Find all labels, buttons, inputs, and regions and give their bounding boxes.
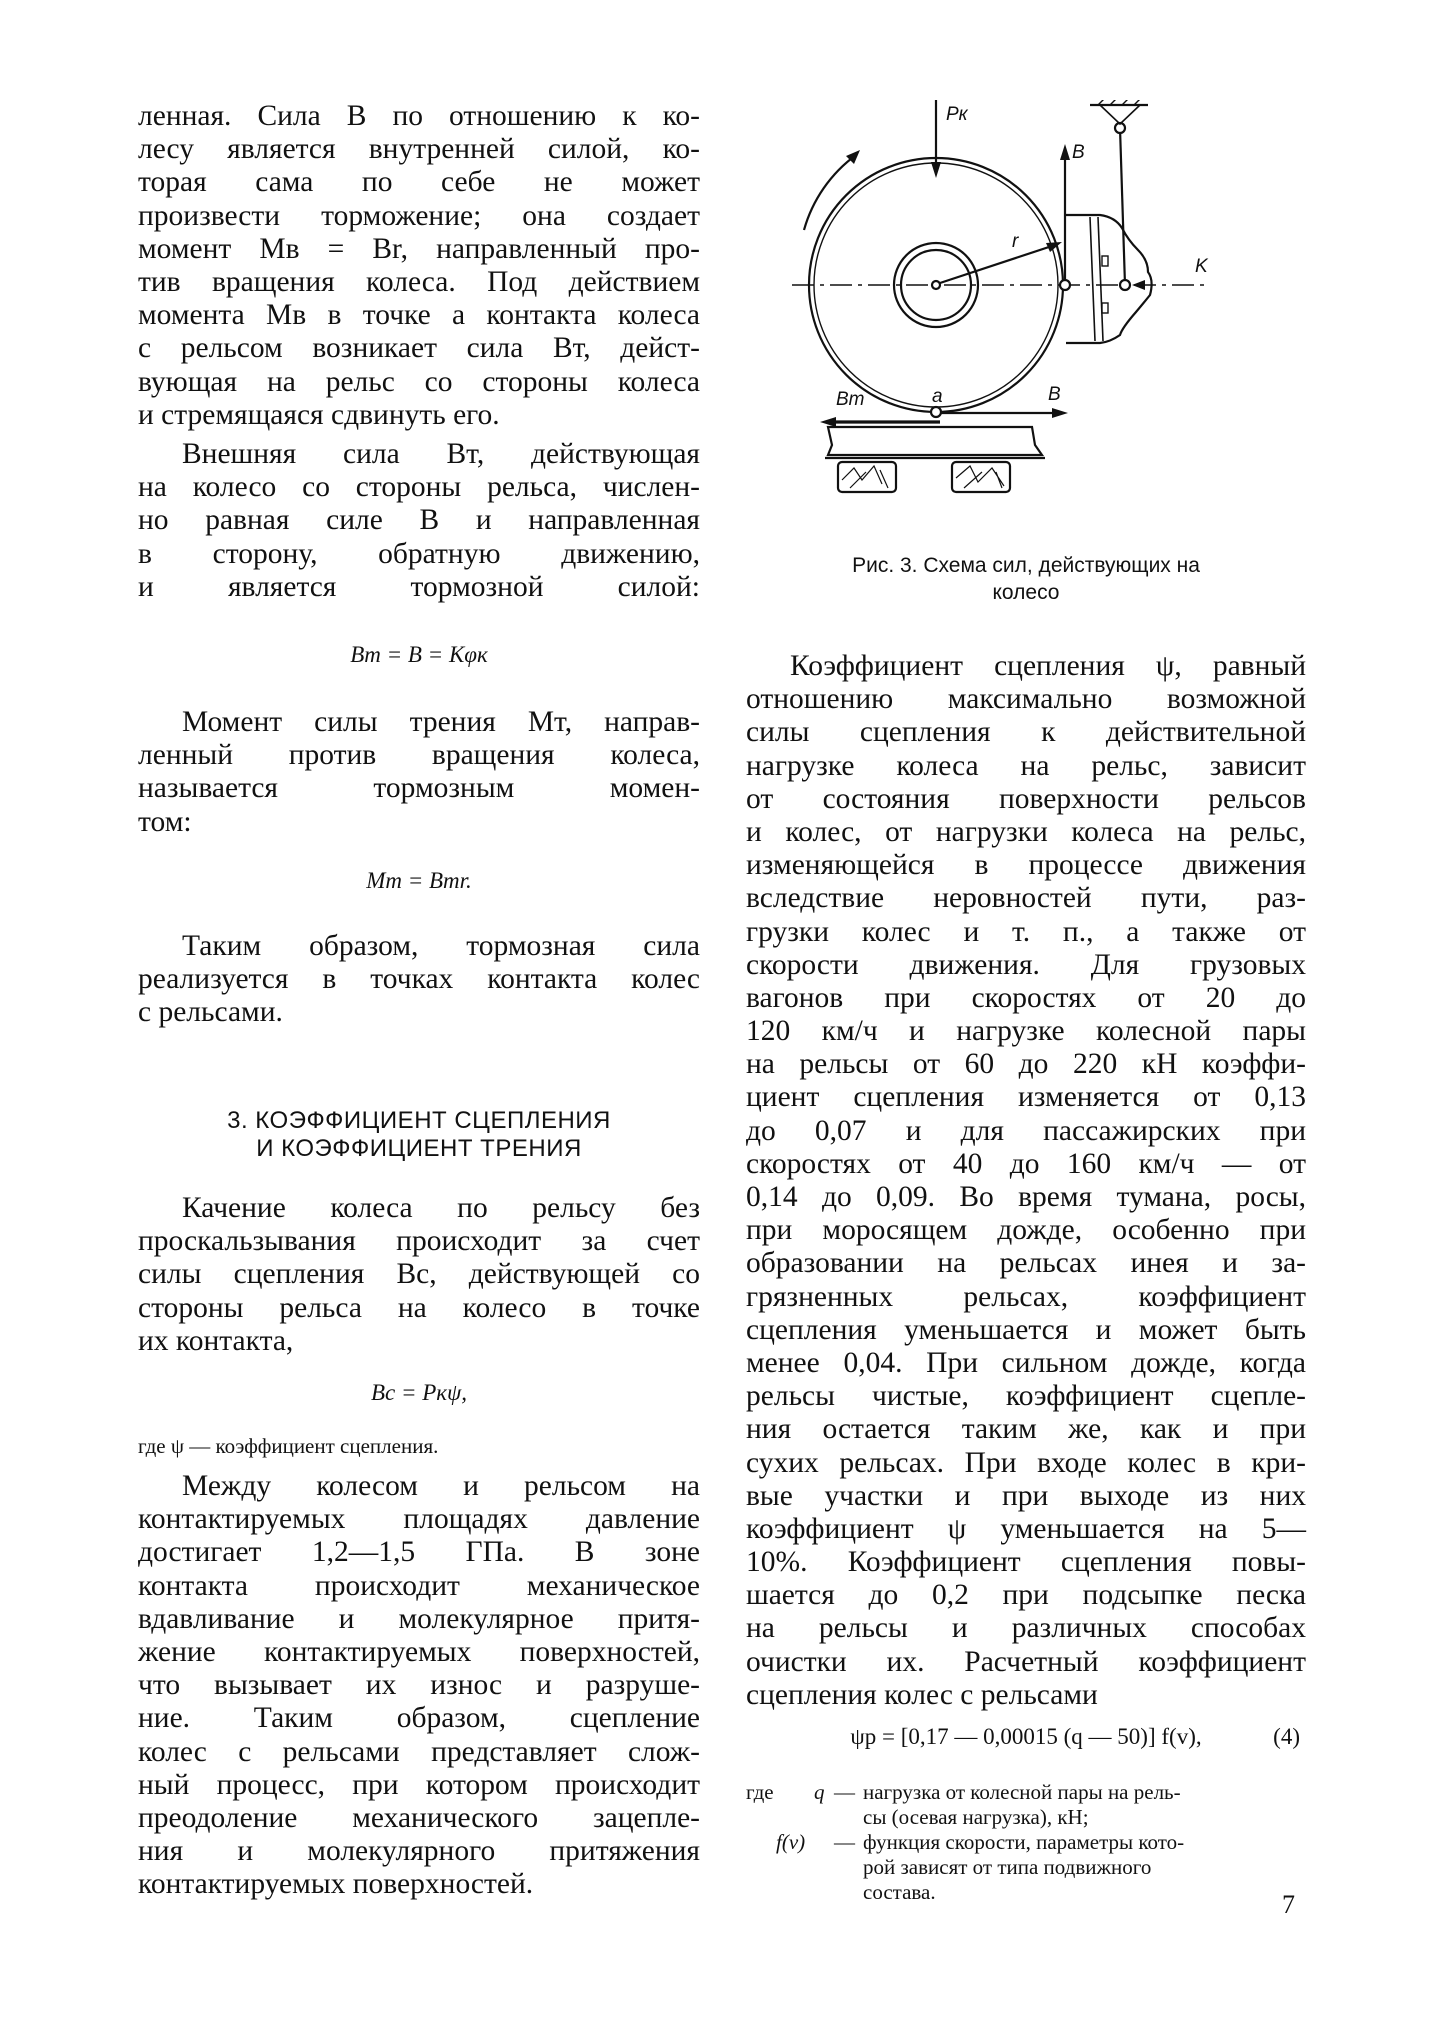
text-line: контакта происходит механическое	[138, 1569, 700, 1602]
text-line: произвести торможение; она создает	[138, 199, 700, 232]
text-line: менее 0,04. При сильном дожде, когда	[746, 1346, 1306, 1379]
text-line: стороны рельса на колесо в точке	[138, 1291, 700, 1324]
label-radius: r	[1012, 231, 1019, 252]
text-line: скоростях от 40 до 160 км/ч — от	[746, 1147, 1306, 1180]
text-line: и колес, от нагрузки колеса на рельс,	[746, 815, 1306, 848]
legend-definition	[863, 1780, 1306, 1830]
text-line: сцепления колес с рельсами	[746, 1678, 1098, 1711]
text-line: их контакта,	[138, 1324, 294, 1357]
section-heading-line: 3. КОЭФФИЦИЕНТ СЦЕПЛЕНИЯ	[227, 1107, 611, 1134]
equation-number: (4)	[1273, 1724, 1300, 1749]
text-line: шается до 0,2 при подсыпке песка	[746, 1579, 1306, 1612]
text-line: 120 км/ч и нагрузке колесной пары	[746, 1015, 1306, 1048]
text-line: силы сцепления к действительной	[746, 716, 1306, 749]
text-line: Внешняя сила Bт, действующая	[182, 438, 700, 470]
text-line: момент Mв = Br, направленный про-	[138, 232, 700, 265]
text-line: рельсы чистые, коэффициент сцепле-	[746, 1380, 1306, 1413]
text-line: на рельсы и различных способах	[746, 1612, 1306, 1645]
where-label: где	[746, 1780, 774, 1804]
text-line: но равная силе B и направленная	[138, 504, 700, 537]
text-line: колес с рельсами представляет слож-	[138, 1735, 700, 1768]
text-line: реализуется в точках контакта колес	[138, 963, 700, 996]
paragraph-rolling	[138, 1192, 700, 1358]
definition-line: сы (осевая нагрузка), кН;	[863, 1805, 1089, 1829]
paragraph-contact-pressure	[138, 1470, 700, 1901]
text-line: отношению максимально возможной	[746, 683, 1306, 716]
formula-braking-force: Bт = B = Kφк	[350, 642, 488, 667]
text-line: что вызывает их износ и разруше-	[138, 1669, 700, 1702]
text-line: в сторону, обратную движению,	[138, 537, 700, 570]
legend-term: f(v)	[776, 1830, 806, 1854]
text-line: с рельсами.	[138, 996, 283, 1029]
text-line: том:	[138, 805, 192, 838]
rail-head	[828, 427, 1042, 455]
figure-caption	[746, 552, 1306, 606]
text-line: скорости движения. Для грузовых	[746, 948, 1306, 981]
section-heading-line: И КОЭФФИЦИЕНТ ТРЕНИЯ	[256, 1135, 582, 1162]
wheel-force-diagram	[770, 100, 1310, 500]
text-line: вдавливание и молекулярное притя-	[138, 1602, 700, 1635]
text-line: циент сцепления изменяется от 0,13	[746, 1081, 1306, 1114]
formula-expression: ψр = [0,17 — 0,00015 (q — 50)] f(v),	[850, 1724, 1202, 1749]
text-line: от состояния поверхности рельсов	[746, 782, 1306, 815]
text-line: и является тормозной силой:	[138, 570, 700, 603]
label-b-top: B	[1072, 142, 1085, 163]
text-line: ния и молекулярного притяжения	[138, 1835, 700, 1868]
text-line: с рельсом возникает сила Bт, дейст-	[138, 332, 700, 365]
definition-line: функция скорости, параметры кото-	[863, 1830, 1185, 1854]
text-line: вые участки и при выходе из них	[746, 1479, 1306, 1512]
text-line: и стремящаяся сдвинуть его.	[138, 398, 500, 431]
text-line: грязненных рельсах, коэффициент	[746, 1280, 1306, 1313]
label-contact-point: a	[932, 386, 943, 407]
text-line: ния остается таким же, как и при	[746, 1413, 1306, 1446]
paragraph-external-force	[138, 438, 700, 604]
page-number: 7	[1282, 1890, 1295, 1919]
text-line: момента Mв в точке a контакта колеса	[138, 299, 700, 332]
formula-braking-moment: Mт = Bтr.	[366, 868, 472, 893]
text-line: вагонов при скоростях от 20 до	[746, 981, 1306, 1014]
caption-line: колесо	[992, 581, 1060, 604]
text-line: контактируемых поверхностей.	[138, 1868, 534, 1901]
text-line: Между колесом и рельсом на	[182, 1470, 700, 1502]
text-line: вследствие неровностей пути, раз-	[746, 882, 1306, 915]
text-line: сцепления уменьшается и может быть	[746, 1313, 1306, 1346]
paragraph-braking-moment	[138, 706, 700, 839]
text-line: лесу является внутренней силой, ко-	[138, 133, 700, 166]
text-line: нагрузке колеса на рельс, зависит	[746, 749, 1306, 782]
formula-design-adhesion	[746, 1724, 1306, 1750]
text-line: ние. Таким образом, сцепление	[138, 1702, 700, 1735]
section-heading	[138, 1107, 700, 1163]
text-line: образовании на рельсах инея и за-	[746, 1247, 1306, 1280]
text-line: на колесо со стороны рельса, числен-	[138, 471, 700, 504]
text-line: очистки их. Расчетный коэффициент	[746, 1645, 1306, 1678]
text-line: тив вращения колеса. Под действием	[138, 265, 700, 298]
text-line: ный процесс, при котором происходит	[138, 1768, 700, 1801]
text-line: Таким образом, тормозная сила	[182, 930, 700, 962]
label-b-bottom: B	[1048, 384, 1061, 405]
label-pull: K	[1195, 256, 1208, 277]
paragraph-internal-force	[138, 100, 700, 432]
brake-hanger	[1120, 128, 1125, 285]
text-line: на рельсы от 60 до 220 кН коэффи-	[746, 1048, 1306, 1081]
axle-center	[932, 281, 940, 289]
text-line: изменяющейся в процессе движения	[746, 849, 1306, 882]
text-line: 10%. Коэффициент сцепления повы-	[746, 1546, 1306, 1579]
text-line: ленный против вращения колеса,	[138, 739, 700, 772]
text-line: Качение колеса по рельсу без	[182, 1192, 700, 1224]
text-line: коэффициент ψ уменьшается на 5—	[746, 1512, 1306, 1545]
text-line: Коэффициент сцепления ψ, равный	[790, 650, 1306, 682]
text-line: при моросящем дожде, особенно при	[746, 1214, 1306, 1247]
definition-line: состава.	[863, 1880, 936, 1904]
paragraph-conclusion	[138, 930, 700, 1030]
label-braking-force: Bт	[836, 389, 865, 410]
text-line: ленная. Сила B по отношению к ко-	[138, 100, 700, 132]
text-line: грузки колес и т. п., а также от	[746, 915, 1306, 948]
where-note: где ψ — коэффициент сцепления.	[138, 1434, 439, 1458]
paragraph-adhesion-coefficient	[746, 650, 1306, 1712]
definition-line: рой зависят от типа подвижного	[863, 1855, 1152, 1879]
text-line: сухих рельсах. При входе колес в кри-	[746, 1446, 1306, 1479]
text-line: жение контактируемых поверхностей,	[138, 1635, 700, 1668]
text-line: 0,14 до 0,09. Во время тумана, росы,	[746, 1181, 1306, 1213]
text-line: достигает 1,2—1,5 ГПа. В зоне	[138, 1536, 700, 1569]
text-line: силы сцепления Bс, действующей со	[138, 1258, 700, 1291]
text-line: преодоление механического зацепле-	[138, 1801, 700, 1834]
text-line: Момент силы трения Mт, направ-	[182, 706, 700, 738]
text-line: называется тормозным момен-	[138, 772, 700, 805]
legend-definition	[863, 1830, 1306, 1905]
text-line: торая сама по себе не может	[138, 166, 700, 199]
text-line: контактируемых площадях давление	[138, 1503, 700, 1536]
definition-line: нагрузка от колесной пары на рель-	[863, 1780, 1181, 1804]
legend-term: q	[814, 1780, 825, 1804]
legend-dash: —	[834, 1780, 855, 1804]
label-load: Pк	[946, 104, 968, 125]
caption-line: Рис. 3. Схема сил, действующих на	[852, 554, 1200, 577]
formula-adhesion-force: Bс = Pкψ,	[370, 1380, 468, 1405]
brake-shoe	[1066, 215, 1152, 343]
text-line: проскальзывания происходит за счет	[138, 1225, 700, 1258]
text-line: до 0,07 и для пассажирских при	[746, 1114, 1306, 1147]
legend-dash: —	[834, 1830, 855, 1854]
text-line: вующая на рельс со стороны колеса	[138, 365, 700, 398]
contact-point-a	[931, 407, 941, 417]
